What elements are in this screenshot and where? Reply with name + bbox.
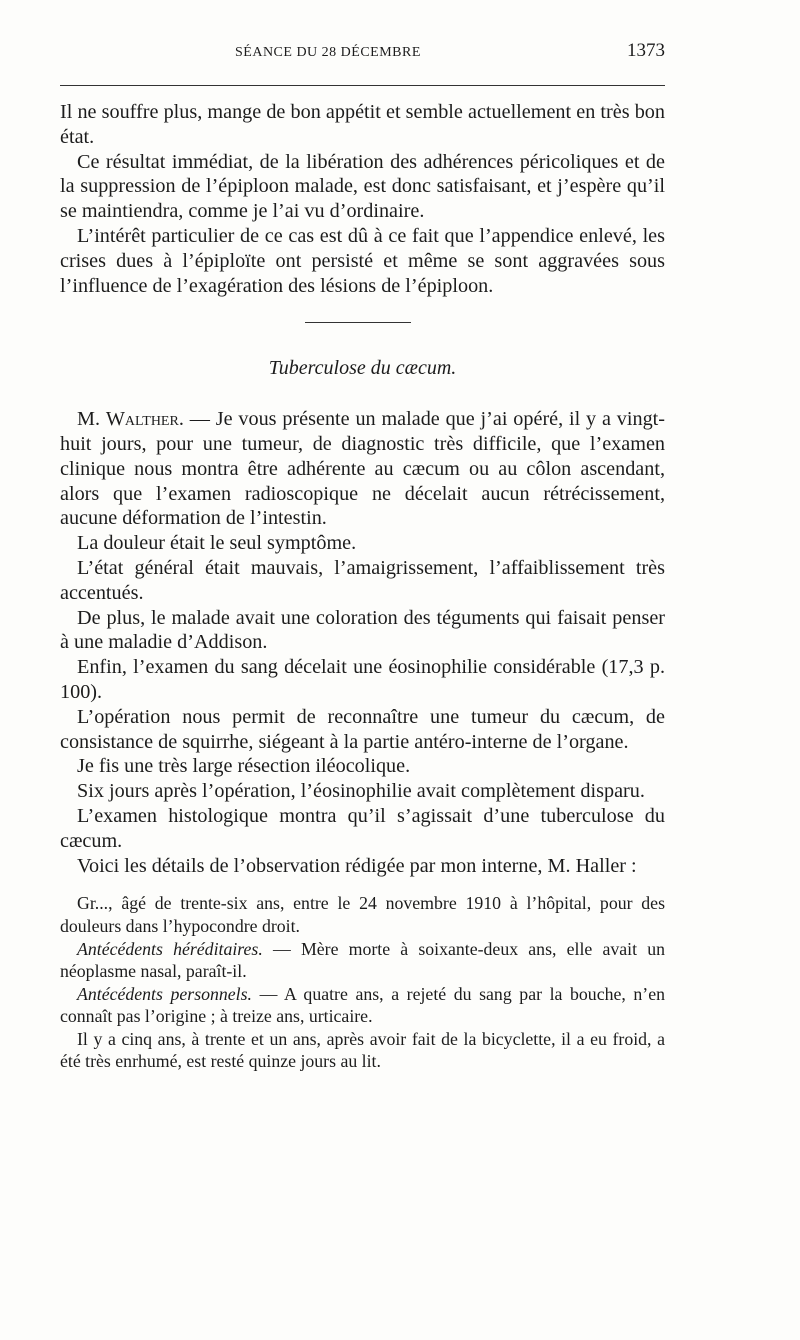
observation-paragraph: Il y a cinq ans, à trente et un ans, après avoir fait de la bicyclette, il a eu froid, a été très enrhumé, est resté quinze jours au lit.	[60, 1028, 665, 1072]
walther-text: . — Je vous présente un malade que j’ai opéré, il y a vingt-huit jours, pour une tumeur, de diagnostic très difficile, que l’examen clinique nous montra être adhérente au cæcum ou au côlon ascendant, alors que l’examen radioscopique ne décelait aucun rétrécissement, aucune déformation de l’intestin.	[60, 408, 666, 530]
main-text	[60, 100, 665, 878]
page	[60, 40, 665, 1073]
page-number: 1373	[627, 40, 665, 61]
paragraph: L’intérêt particulier de ce cas est dû à ce fait que l’appendice enlevé, les crises dues à l’épiploïte ont persisté et même se sont aggravées sous l’influence de l’exagération des lésions de l’épiploon.	[60, 224, 665, 297]
section-title: Tuberculose du cæcum.	[268, 357, 457, 380]
paragraph: Je fis une très large résection iléocolique.	[77, 755, 411, 778]
speaker-name: Walther	[105, 408, 179, 431]
observation-paragraph	[60, 983, 665, 1028]
speaker-prefix: M.	[77, 408, 106, 431]
observation-label: Antécédents personnels.	[77, 983, 252, 1004]
walther-paragraph	[60, 407, 665, 531]
paragraph: Ce résultat immédiat, de la libération des adhérences péricoliques et de la suppression de l’épiploon malade, est donc satisfaisant, et j’espère qu’il se maintiendra, comme je l’ai vu d’ordinaire.	[60, 150, 665, 223]
paragraph: L’examen histologique montra qu’il s’agissait d’une tuberculose du cæcum.	[60, 804, 665, 852]
observation-label: Antécédents héréditaires.	[77, 938, 263, 959]
header-rule	[60, 85, 665, 86]
running-header	[60, 40, 665, 80]
observation-text: — A quatre ans, a rejeté du sang par la bouche, n’en connaît pas l’origine ; à treize ans, urticaire.	[60, 983, 666, 1027]
paragraph: Voici les détails de l’observation rédigée par mon interne, M. Haller :	[77, 854, 637, 877]
observation-paragraph	[60, 938, 665, 983]
observation-text: — Mère morte à soixante-deux ans, elle avait un néoplasme nasal, paraît-il.	[60, 938, 665, 982]
paragraph: Enfin, l’examen du sang décelait une éosinophilie considérable (17,3 p. 100).	[60, 656, 665, 703]
section-separator	[305, 322, 411, 323]
observation-text	[60, 892, 665, 1073]
paragraph: De plus, le malade avait une coloration des téguments qui faisait penser à une maladie d’Addison.	[60, 606, 665, 654]
paragraph: Il ne souffre plus, mange de bon appétit et semble actuellement en très bon état.	[60, 101, 665, 148]
observation-paragraph: Gr..., âgé de trente-six ans, entre le 24 novembre 1910 à l’hôpital, pour des douleurs dans l’hypocondre droit.	[60, 893, 665, 936]
paragraph: La douleur était le seul symptôme.	[77, 532, 357, 555]
paragraph: L’opération nous permit de reconnaître une tumeur du cæcum, de consistance de squirrhe, siégeant à la partie antéro-interne de l’organe.	[60, 705, 665, 753]
running-header-title: SÉANCE DU 28 DÉCEMBRE	[235, 45, 421, 60]
paragraph: L’état général était mauvais, l’amaigrissement, l’affaiblissement très accentués.	[60, 556, 665, 604]
paragraph: Six jours après l’opération, l’éosinophilie avait complètement disparu.	[77, 780, 645, 803]
